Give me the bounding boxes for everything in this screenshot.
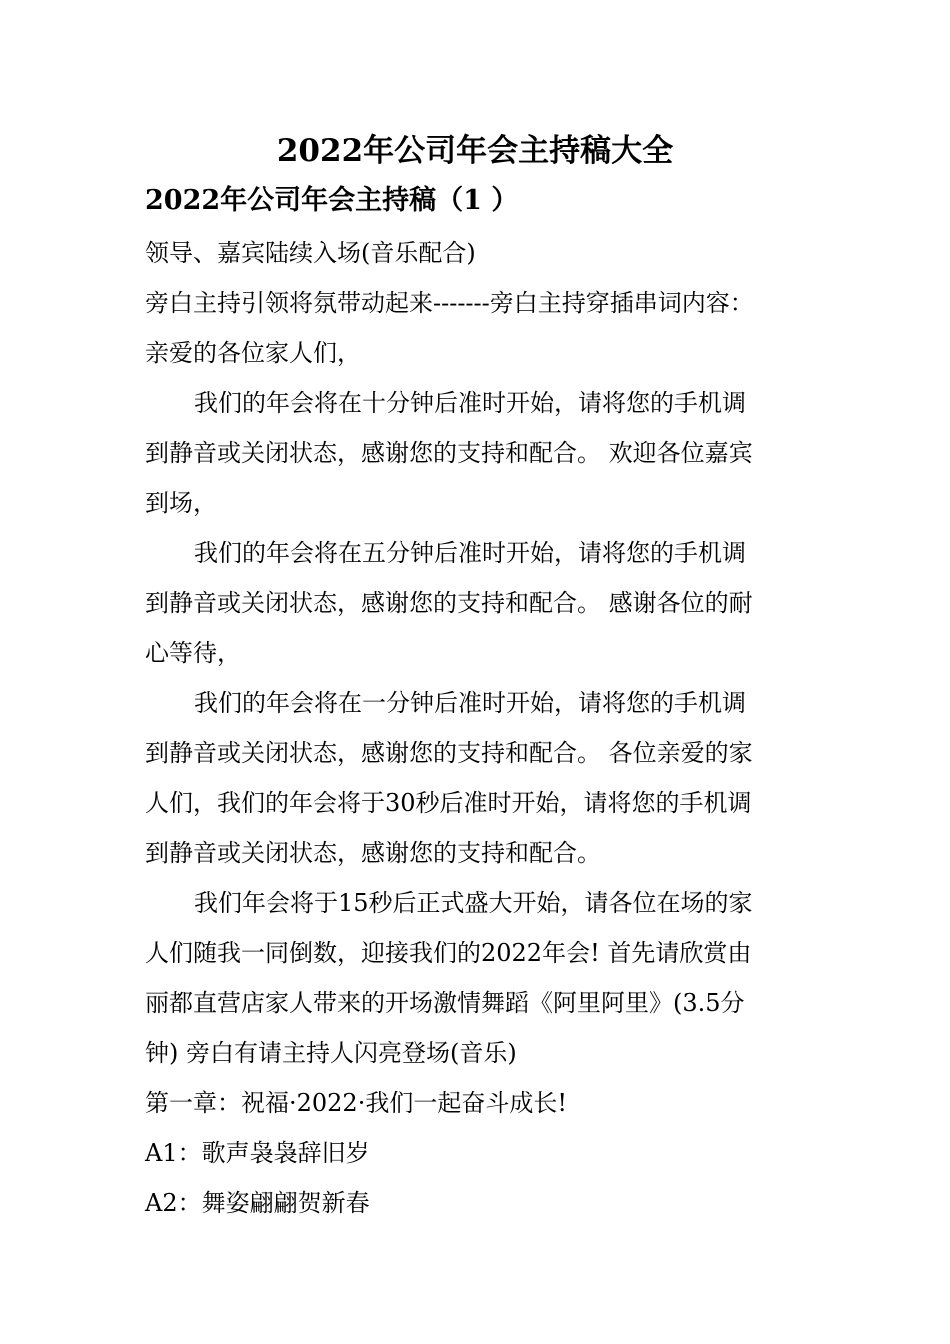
document-body xyxy=(145,228,807,1228)
text-line: 到静音或关闭状态，感谢您的支持和配合。 xyxy=(145,839,601,867)
text-line: 我们的年会将在五分钟后准时开始，请将您的手机调 xyxy=(194,539,746,567)
document-title: 2022年公司年会主持稿大全 xyxy=(276,133,674,169)
text-line: 到场， xyxy=(145,489,217,517)
text-line: 到静音或关闭状态，感谢您的支持和配合。 欢迎各位嘉宾 xyxy=(145,439,753,467)
text-line: 我们的年会将在十分钟后准时开始，请将您的手机调 xyxy=(194,389,746,417)
text-line: A2：舞姿翩翩贺新春 xyxy=(145,1189,370,1217)
text-line: 丽都直营店家人带来的开场激情舞蹈《阿里阿里》(3.5分 xyxy=(145,989,745,1017)
section-heading: 2022年公司年会主持稿（1 ） xyxy=(145,185,519,216)
text-line: 第一章：祝福·2022·我们一起奋斗成长! xyxy=(145,1089,567,1117)
text-line: A1：歌声袅袅辞旧岁 xyxy=(145,1139,370,1167)
text-line: 到静音或关闭状态，感谢您的支持和配合。 各位亲爱的家 xyxy=(145,739,753,767)
text-line: 到静音或关闭状态，感谢您的支持和配合。 感谢各位的耐 xyxy=(145,589,753,617)
text-line: 我们年会将于15秒后正式盛大开始，请各位在场的家 xyxy=(194,889,753,917)
text-line: 亲爱的各位家人们， xyxy=(145,339,361,367)
text-line: 钟) 旁白有请主持人闪亮登场(音乐) xyxy=(145,1039,517,1067)
text-line: 旁白主持引领将氛带动起来-------旁白主持穿插串词内容： xyxy=(145,289,754,317)
text-line: 我们的年会将在一分钟后准时开始，请将您的手机调 xyxy=(194,689,746,717)
text-line: 领导、嘉宾陆续入场(音乐配合) xyxy=(145,239,476,267)
text-line: 人们，我们的年会将于30秒后准时开始，请将您的手机调 xyxy=(145,789,752,817)
text-line: 心等待， xyxy=(145,639,241,667)
text-line: 人们随我一同倒数，迎接我们的2022年会! 首先请欣赏由 xyxy=(145,939,752,967)
